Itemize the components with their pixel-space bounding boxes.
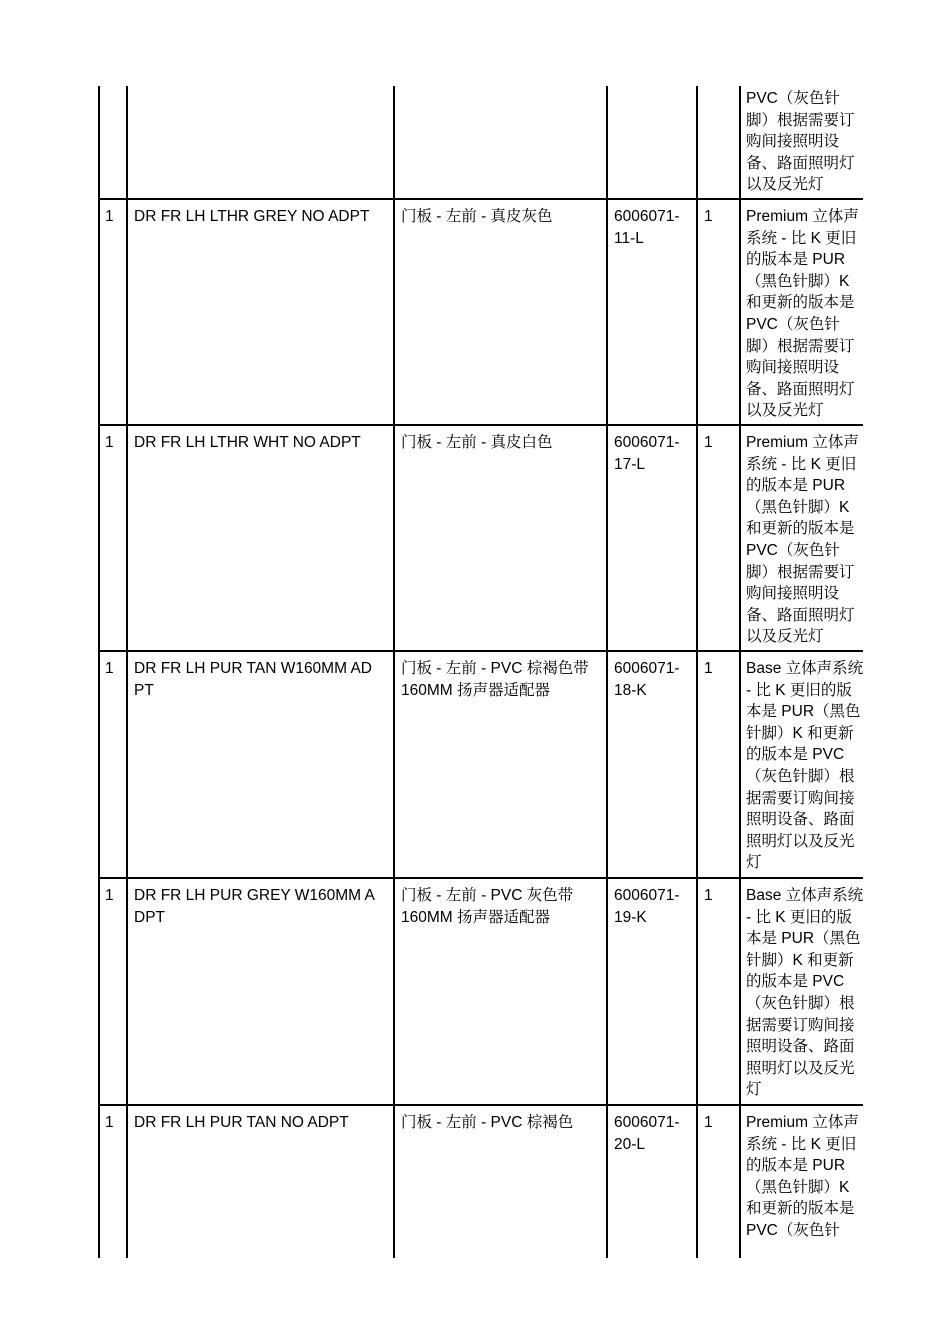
row-divider xyxy=(741,650,863,652)
qty-cell: 1 xyxy=(105,660,114,677)
row-divider xyxy=(741,877,863,879)
count-cell: 1 xyxy=(704,660,713,677)
notes-cell: Premium 立体声 系统 - 比 K 更旧 的版本是 PUR （黑色针脚）K 和更新的版本是 PVC（灰色针 脚）根据需要订 购间接照明设 备、路面照明灯 以及反光灯 xyxy=(746,208,859,420)
part-number-cell: 6006071- 17-L xyxy=(614,434,680,473)
part-number-cell: 6006071- 11-L xyxy=(614,208,680,247)
qty-cell: 1 xyxy=(105,1114,114,1131)
column-divider xyxy=(696,86,698,1258)
column-divider xyxy=(393,86,395,1258)
count-cell: 1 xyxy=(704,887,713,904)
row-divider xyxy=(98,1104,741,1106)
column-divider xyxy=(606,86,608,1258)
cn-desc-cell: 门板 - 左前 - PVC 棕褐色带 160MM 扬声器适配器 xyxy=(401,660,589,699)
row-divider xyxy=(98,424,741,426)
notes-cell: Premium 立体声 系统 - 比 K 更旧 的版本是 PUR （黑色针脚）K 和更新的版本是 PVC（灰色针 脚）根据需要订 购间接照明设 备、路面照明灯 以及反光灯 xyxy=(746,434,859,646)
notes-cell: Base 立体声系统 - 比 K 更旧的版 本是 PUR（黑色 针脚）K 和更新 的版本是 PVC （灰色针脚）根 据需要订购间接 照明设备、路面 照明灯以及反光 灯 xyxy=(746,887,864,1099)
table-border-left xyxy=(98,86,100,1258)
qty-cell: 1 xyxy=(105,208,114,225)
cn-desc-cell: 门板 - 左前 - 真皮灰色 xyxy=(401,208,553,225)
count-cell: 1 xyxy=(704,434,713,451)
row-divider xyxy=(98,650,741,652)
notes-cell: Premium 立体声 系统 - 比 K 更旧 的版本是 PUR （黑色针脚）K 和更新的版本是 PVC（灰色针 xyxy=(746,1114,859,1239)
qty-cell: 1 xyxy=(105,434,114,451)
code-desc-cell: DR FR LH PUR GREY W160MM A DPT xyxy=(134,887,375,926)
cn-desc-cell: 门板 - 左前 - PVC 棕褐色 xyxy=(401,1114,574,1131)
cn-desc-cell: 门板 - 左前 - 真皮白色 xyxy=(401,434,553,451)
part-number-cell: 6006071- 19-K xyxy=(614,887,680,926)
part-number-cell: 6006071- 18-K xyxy=(614,660,680,699)
code-desc-cell: DR FR LH LTHR GREY NO ADPT xyxy=(134,208,370,225)
row-divider xyxy=(741,424,863,426)
row-divider xyxy=(741,198,863,200)
column-divider xyxy=(126,86,128,1258)
row-divider xyxy=(741,1104,863,1106)
notes-cell: Base 立体声系统 - 比 K 更旧的版 本是 PUR（黑色 针脚）K 和更新 的版本是 PVC （灰色针脚）根 据需要订购间接 照明设备、路面 照明灯以及反光 灯 xyxy=(746,660,864,872)
column-divider xyxy=(739,86,741,1258)
code-desc-cell: DR FR LH PUR TAN NO ADPT xyxy=(134,1114,349,1131)
row-divider xyxy=(98,198,741,200)
qty-cell: 1 xyxy=(105,887,114,904)
part-number-cell: 6006071- 20-L xyxy=(614,1114,680,1153)
code-desc-cell: DR FR LH LTHR WHT NO ADPT xyxy=(134,434,361,451)
code-desc-cell: DR FR LH PUR TAN W160MM AD PT xyxy=(134,660,372,699)
cn-desc-cell: 门板 - 左前 - PVC 灰色带 160MM 扬声器适配器 xyxy=(401,887,574,926)
count-cell: 1 xyxy=(704,208,713,225)
count-cell: 1 xyxy=(704,1114,713,1131)
row-divider xyxy=(98,877,741,879)
notes-cell: PVC（灰色针 脚）根据需要订 购间接照明设 备、路面照明灯 以及反光灯 xyxy=(746,90,855,194)
